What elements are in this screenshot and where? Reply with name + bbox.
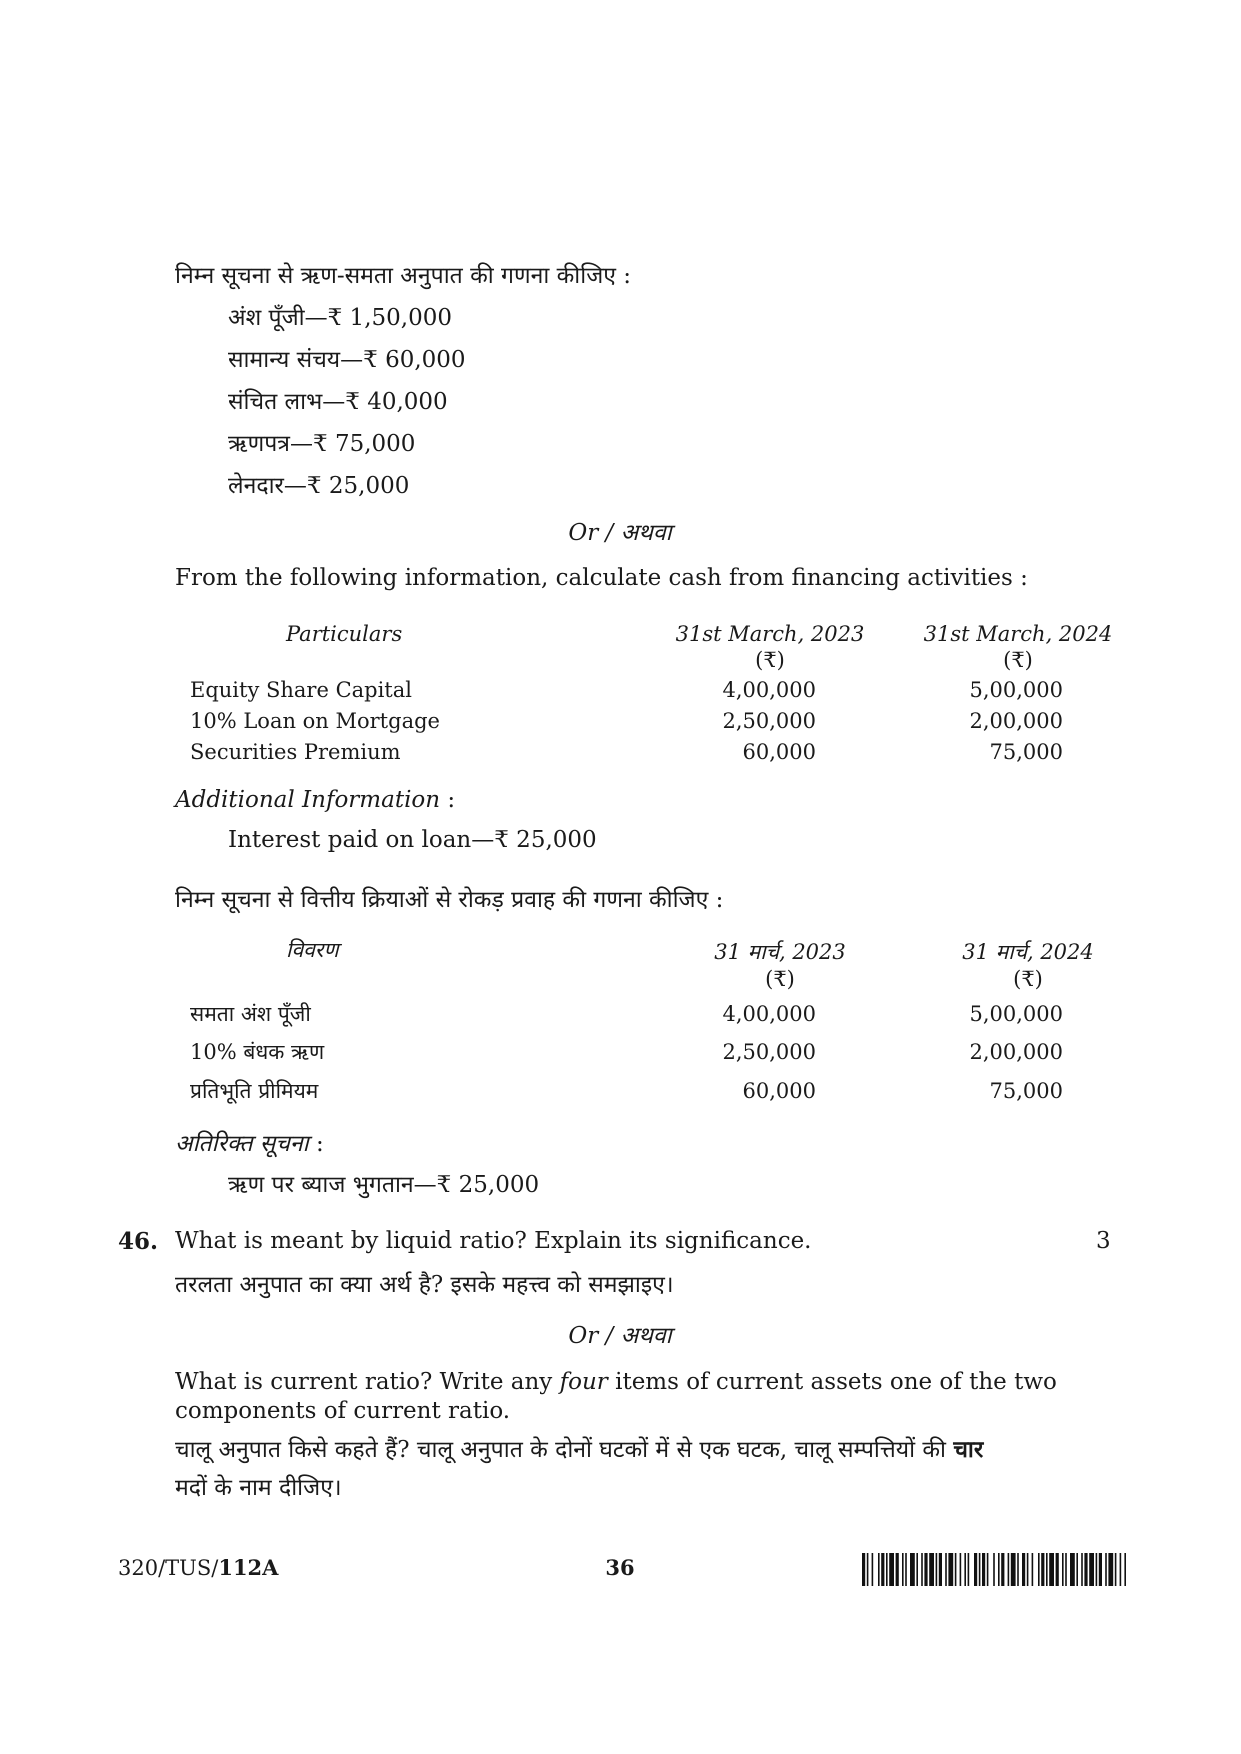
table-header-2024: 31st March, 2024 — [923, 622, 1113, 646]
ratio-item-debentures: ऋणपत्र—₹ 75,000 — [228, 431, 416, 457]
table-row-label: Equity Share Capital — [190, 678, 412, 702]
hindi-additional-information-label: अतिरिक्त सूचना — [175, 1131, 309, 1157]
table-row-label: 10% Loan on Mortgage — [190, 709, 440, 733]
table-unit-2023: (₹) — [755, 648, 785, 672]
hindi-table-cell-value: 60,000 — [742, 1079, 816, 1103]
hindi-table-cell-value: 2,50,000 — [722, 1040, 816, 1064]
table-cell-value: 2,00,000 — [969, 709, 1063, 733]
hindi-table-cell-value: 4,00,000 — [722, 1002, 816, 1026]
alternative-question-english-line1 — [175, 1369, 1057, 1395]
alternative-text-segment: items of current assets one of the two — [607, 1369, 1057, 1395]
barcode-icon — [862, 1553, 1126, 1586]
hindi-additional-information-heading — [175, 1126, 324, 1158]
page-number: 36 — [605, 1555, 635, 1580]
hindi-table-unit-2024: (₹) — [1013, 967, 1043, 991]
table-row-label: Securities Premium — [190, 740, 401, 764]
or-separator: Or / अथवा — [568, 520, 672, 546]
hindi-table-row-label: समता अंश पूँजी — [190, 1002, 311, 1026]
ratio-item-general-reserve: सामान्य संचय—₹ 60,000 — [228, 347, 466, 373]
table-cell-value: 75,000 — [989, 740, 1063, 764]
table-cell-value: 5,00,000 — [969, 678, 1063, 702]
question-text-hindi: तरलता अनुपात का क्या अर्थ है? इसके महत्त्व को समझाइए। — [175, 1272, 674, 1298]
table-unit-2024: (₹) — [1003, 648, 1033, 672]
table-cell-value: 4,00,000 — [722, 678, 816, 702]
or-separator: Or / अथवा — [568, 1323, 672, 1349]
emphasis-four-hindi: चार — [953, 1436, 984, 1463]
additional-information-text: Interest paid on loan—₹ 25,000 — [228, 827, 597, 853]
hindi-table-row-label: 10% बंधक ऋण — [190, 1040, 325, 1064]
hindi-table-cell-value: 75,000 — [989, 1079, 1063, 1103]
hindi-question-prompt: निम्न सूचना से वित्तीय क्रियाओं से रोकड़ प्रवाह की गणना कीजिए : — [175, 887, 724, 913]
question-text-english: What is meant by liquid ratio? Explain its significance. — [175, 1228, 812, 1254]
table-cell-value: 2,50,000 — [722, 709, 816, 733]
emphasis-four: four — [559, 1369, 608, 1395]
hindi-additional-information-text: ऋण पर ब्याज भुगतान—₹ 25,000 — [228, 1172, 540, 1198]
english-question-prompt: From the following information, calculate cash from financing activities : — [175, 565, 1028, 591]
ratio-question-prompt: निम्न सूचना से ऋण-समता अनुपात की गणना कीजिए : — [175, 263, 632, 289]
paper-code-prefix: 320/TUS/ — [118, 1556, 219, 1580]
table-cell-value: 60,000 — [742, 740, 816, 764]
alternative-question-hindi-line1 — [175, 1432, 983, 1464]
additional-information-heading — [175, 787, 455, 813]
table-header-2023: 31st March, 2023 — [675, 622, 865, 646]
question-marks: 3 — [1096, 1228, 1111, 1254]
hindi-table-row-label: प्रतिभूति प्रीमियम — [190, 1079, 319, 1103]
hindi-table-header-2024: 31 मार्च, 2024 — [962, 940, 1094, 964]
additional-information-colon: : — [447, 787, 456, 813]
hindi-table-header-particulars: विवरण — [286, 938, 339, 962]
paper-code-bold: 112A — [218, 1555, 279, 1580]
alternative-text-segment: चालू अनुपात किसे कहते हैं? चालू अनुपात के दोनों घटकों में से एक घटक, चालू सम्पत्तियों की — [175, 1437, 954, 1463]
paper-code — [118, 1555, 278, 1580]
alternative-question-hindi-line2: मदों के नाम दीजिए। — [175, 1475, 342, 1501]
ratio-item-creditors: लेनदार—₹ 25,000 — [228, 473, 410, 499]
hindi-table-header-2023: 31 मार्च, 2023 — [714, 940, 846, 964]
question-number: 46. — [118, 1228, 159, 1255]
hindi-table-unit-2023: (₹) — [765, 967, 795, 991]
table-header-particulars: Particulars — [286, 622, 403, 646]
hindi-table-cell-value: 2,00,000 — [969, 1040, 1063, 1064]
alternative-question-english-line2: components of current ratio. — [175, 1398, 511, 1424]
hindi-additional-information-colon: : — [315, 1131, 324, 1157]
ratio-item-share-capital: अंश पूँजी—₹ 1,50,000 — [228, 305, 452, 331]
ratio-item-accumulated-profit: संचित लाभ—₹ 40,000 — [228, 389, 448, 415]
additional-information-label: Additional Information — [175, 787, 441, 813]
alternative-text-segment: What is current ratio? Write any — [175, 1369, 560, 1395]
hindi-table-cell-value: 5,00,000 — [969, 1002, 1063, 1026]
